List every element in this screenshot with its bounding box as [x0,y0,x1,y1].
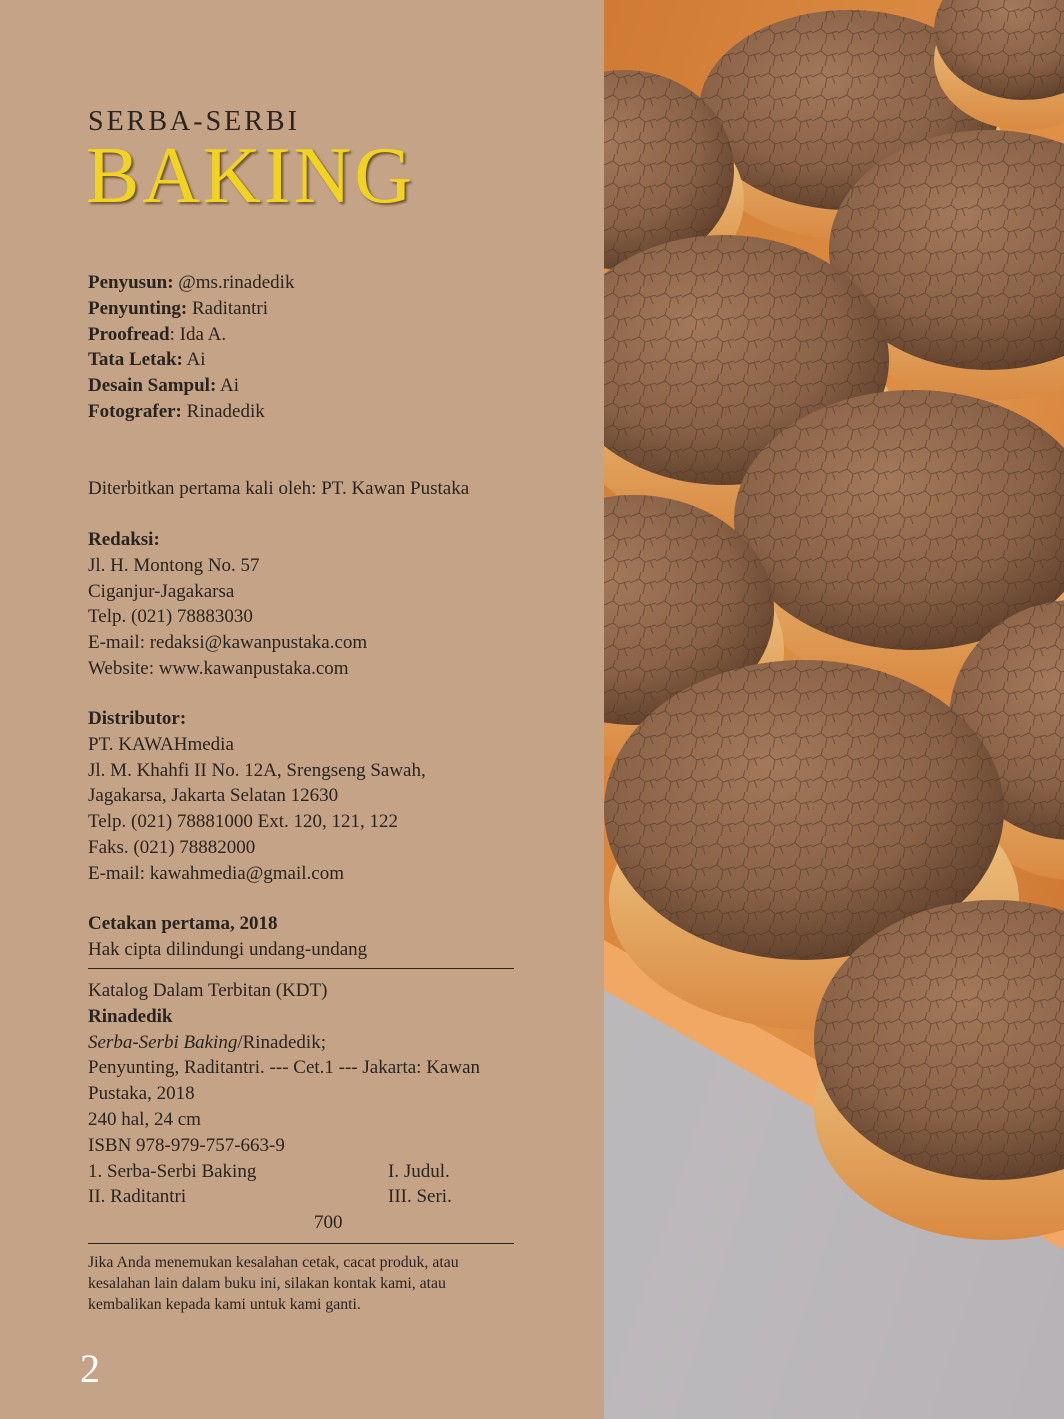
catalog-block [88,978,518,1236]
redaksi-block [88,527,367,682]
distributor-city: Jagakarsa, Jakarta Selatan 12630 [88,785,339,807]
redaksi-email: E-mail: redaksi@kawanpustaka.com [88,632,368,654]
credit-line [88,347,294,373]
credit-line [88,296,294,322]
credit-value: Rinadedik [181,400,265,422]
error-notice: Jika Anda menemukan kesalahan cetak, cacat produk, atau kesalahan lain dalam buku ini, silakan kontak kami, atau kembalikan kepada kami untuk kami ganti. [88,1254,459,1313]
catalog-publisher-year: Pustaka, 2018 [88,1083,195,1105]
book-title: BAKING [86,132,416,220]
distributor-address: Jl. M. Khahfi II No. 12A, Srengseng Sawah, [88,759,426,781]
credit-value: Raditantri [187,297,268,319]
catalog-isbn: ISBN 978-979-757-663-9 [88,1134,285,1156]
credit-value: Ai [216,375,239,397]
page-number: 2 [80,1346,100,1391]
catalog-title: Katalog Dalam Terbitan (KDT) [88,980,328,1001]
credit-label: Proofread [88,323,170,345]
catalog-book-author: /Rinadedik; [237,1031,326,1053]
redaksi-area: Ciganjur-Jagakarsa [88,580,235,602]
catalog-book-line [88,1030,518,1056]
credit-value: @ms.rinadedik [173,272,295,293]
credit-value: Ai [182,349,206,371]
credit-line [88,373,294,399]
catalog-row [88,1184,518,1210]
catalog-author: Rinadedik [88,1005,173,1027]
catalog-book-title: Serba-Serbi Baking [88,1031,238,1053]
book-subtitle: SERBA-SERBI [88,106,300,137]
credit-label: Penyusun: [88,272,174,293]
catalog-editor-line: Penyunting, Raditantri. --- Cet.1 --- Jakarta: Kawan [88,1057,481,1079]
redaksi-phone: Telp. (021) 78883030 [88,606,253,628]
credit-line [88,270,294,296]
distributor-email: E-mail: kawahmedia@gmail.com [88,862,344,884]
redaksi-website: Website: www.kawanpustaka.com [88,657,349,679]
photo-illustration [604,0,1064,1419]
credit-value: : Ida A. [169,323,227,345]
edition-block [88,911,367,963]
divider [88,968,514,969]
divider [88,1243,514,1244]
catalog-pages: 240 hal, 24 cm [88,1108,201,1130]
credits-list [88,270,294,425]
catalog-index: III. Seri. [388,1186,452,1208]
catalog-subject: II. Raditantri [88,1186,187,1208]
credit-line [88,399,294,425]
credit-label: Fotografer: [88,400,182,422]
credit-label: Desain Sampul: [88,375,217,397]
distributor-heading: Distributor: [88,708,187,729]
credit-label: Penyunting: [88,297,188,319]
distributor-phone: Telp. (021) 78881000 Ext. 120, 121, 122 [88,811,399,833]
redaksi-address: Jl. H. Montong No. 57 [88,554,260,576]
credit-label: Tata Letak: [88,349,183,371]
catalog-row [88,1159,518,1185]
copyright-line: Hak cipta dilindungi undang-undang [88,938,368,960]
catalog-subject: 1. Serba-Serbi Baking [88,1160,257,1182]
distributor-fax: Faks. (021) 78882000 [88,836,256,858]
edition-heading: Cetakan pertama, 2018 [88,913,278,934]
publisher-line: Diterbitkan pertama kali oleh: PT. Kawan Pustaka [88,478,470,499]
cream-puff-photo [604,0,1064,1419]
redaksi-heading: Redaksi: [88,529,160,550]
distributor-block [88,706,426,887]
credit-line [88,322,294,348]
catalog-class-number: 700 [314,1212,343,1234]
catalog-index: I. Judul. [388,1160,450,1182]
distributor-company: PT. KAWAHmedia [88,733,234,755]
